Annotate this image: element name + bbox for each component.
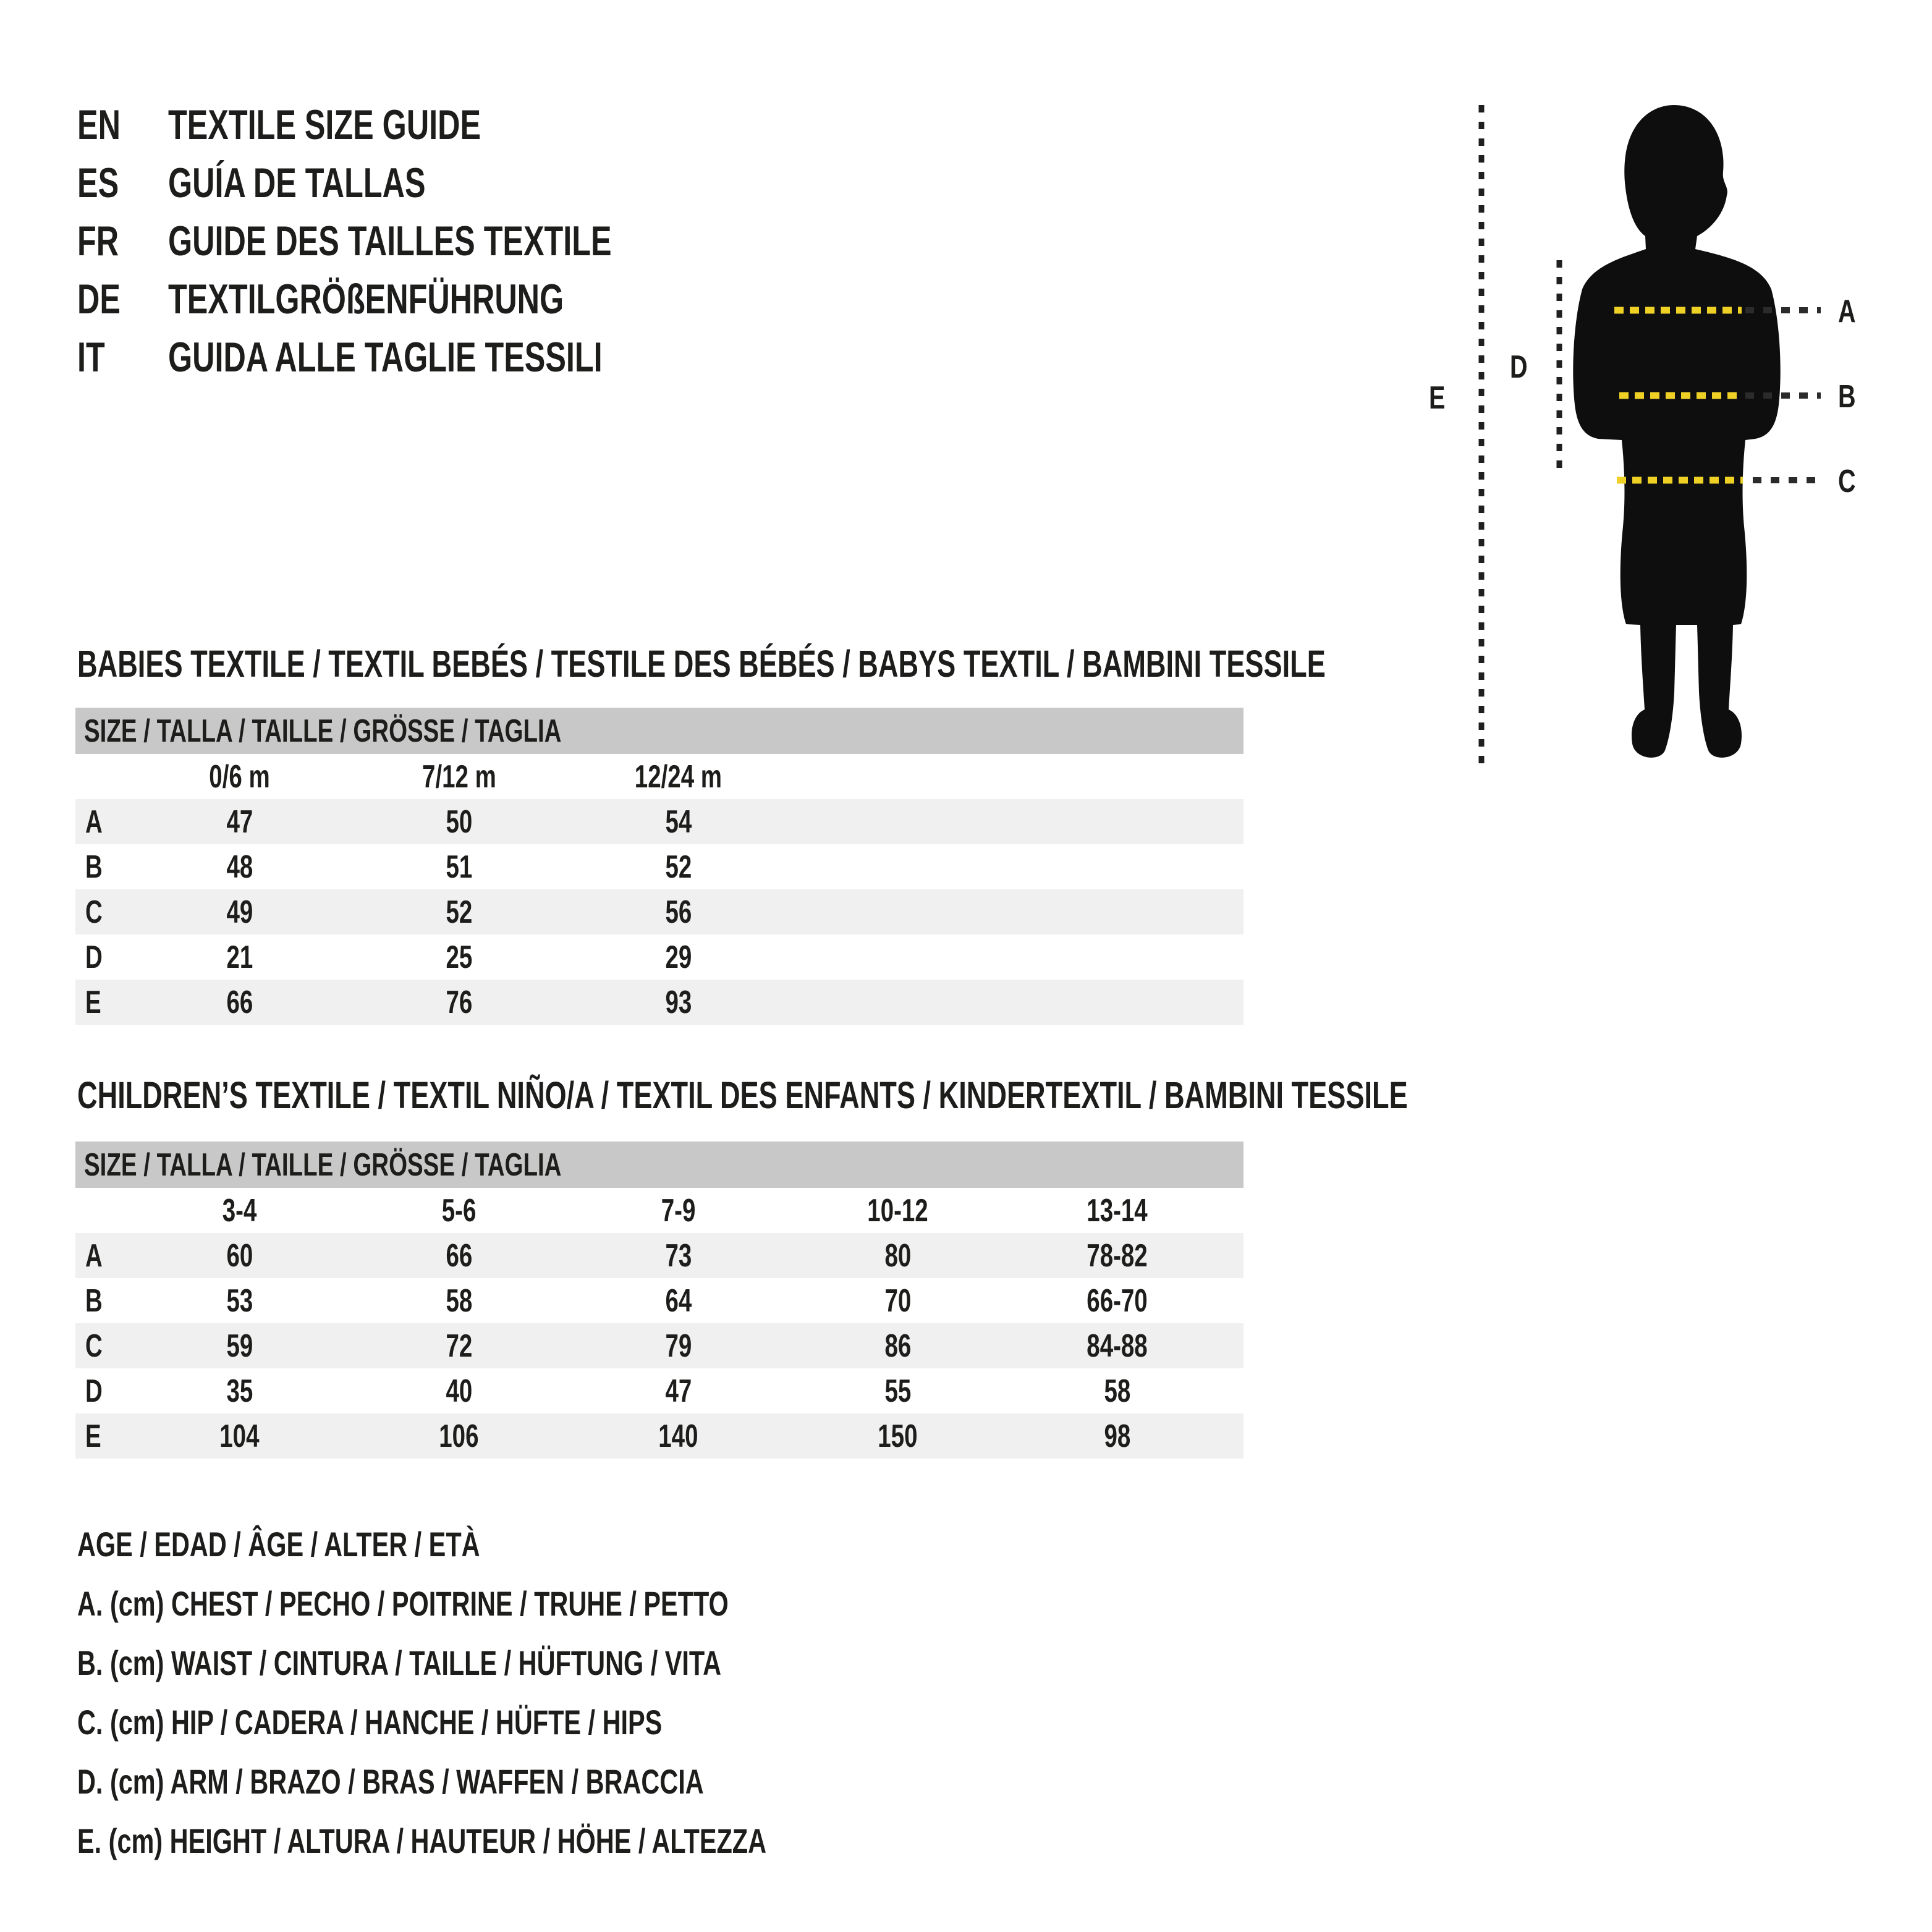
babies-column-header: 12/24 m: [634, 758, 722, 795]
table-value: 21: [226, 939, 253, 975]
table-value: 54: [665, 803, 692, 840]
row-label: E: [85, 1418, 101, 1454]
children-table-row-c: [75, 1323, 1244, 1368]
guide-title-es: GUÍA DE TALLAS: [168, 159, 426, 206]
language-code-es: ES: [77, 159, 119, 206]
legend-line-hip: C. (cm) HIP / CADERA / HANCHE / HÜFTE / HIPS: [77, 1702, 663, 1742]
figure-label-arm-d: D: [1510, 348, 1528, 385]
babies-size-header-bar: SIZE / TALLA / TAILLE / GRÖSSE / TAGLIA: [75, 708, 1244, 754]
language-code-it: IT: [77, 334, 105, 381]
children-table-row-a: [75, 1233, 1244, 1278]
measurement-figure: [1391, 74, 1932, 810]
babies-table-row-b: [75, 844, 1244, 889]
table-value: 47: [665, 1373, 692, 1409]
children-section-heading: CHILDREN’S TEXTILE / TEXTIL NIÑO/A / TEXTIL DES ENFANTS / KINDERTEXTIL / BAMBINI TESSILE: [77, 1074, 1408, 1116]
children-column-header-row: [75, 1188, 1244, 1233]
table-value: 79: [665, 1328, 692, 1364]
table-value: 73: [665, 1237, 692, 1274]
row-label: C: [85, 1328, 103, 1364]
figure-label-chest-a: A: [1838, 292, 1856, 329]
table-value: 64: [665, 1282, 692, 1319]
guide-title-en: TEXTILE SIZE GUIDE: [168, 101, 481, 148]
table-value: 48: [226, 849, 253, 885]
language-row-en: [77, 96, 768, 154]
babies-column-header: 0/6 m: [209, 758, 270, 795]
figure-label-waist-b: B: [1838, 378, 1856, 415]
row-label: B: [85, 1282, 103, 1319]
table-value: 55: [884, 1373, 911, 1409]
legend-line-height: E. (cm) HEIGHT / ALTURA / HAUTEUR / HÖHE / ALTEZZA: [77, 1821, 767, 1860]
table-value: 104: [219, 1418, 260, 1454]
language-row-fr: [77, 212, 768, 270]
legend-line-chest: A. (cm) CHEST / PECHO / POITRINE / TRUHE / PETTO: [77, 1583, 729, 1623]
table-value: 53: [226, 1282, 253, 1319]
guide-title-it: GUIDA ALLE TAGLIE TESSILI: [168, 334, 603, 381]
language-row-de: [77, 270, 768, 328]
row-label: D: [85, 939, 103, 975]
table-value: 80: [884, 1237, 911, 1274]
table-value: 47: [226, 803, 253, 840]
legend-line-arm: D. (cm) ARM / BRAZO / BRAS / WAFFEN / BRACCIA: [77, 1761, 704, 1801]
figure-label-height-e: E: [1429, 379, 1446, 416]
language-code-en: EN: [77, 101, 121, 148]
guide-title-fr: GUIDE DES TAILLES TEXTILE: [168, 218, 612, 265]
table-value: 98: [1104, 1418, 1130, 1454]
babies-column-header: 7/12 m: [422, 758, 496, 795]
table-value: 35: [226, 1373, 253, 1409]
table-value: 86: [884, 1328, 911, 1364]
children-table-row-d: [75, 1368, 1244, 1413]
table-value: 70: [884, 1282, 911, 1319]
table-value: 50: [446, 803, 472, 840]
table-value: 150: [878, 1418, 918, 1454]
table-value: 49: [226, 894, 253, 930]
children-table-row-b: [75, 1278, 1244, 1323]
language-code-fr: FR: [77, 218, 119, 265]
children-column-header: 7-9: [661, 1192, 696, 1229]
table-value: 60: [226, 1237, 253, 1274]
table-value: 56: [665, 894, 692, 930]
table-value: 76: [446, 984, 472, 1020]
figure-label-hip-c: C: [1838, 462, 1856, 499]
babies-table-row-d: [75, 934, 1244, 980]
table-value: 52: [665, 849, 692, 885]
babies-table-row-c: [75, 889, 1244, 934]
table-value: 106: [439, 1418, 479, 1454]
children-size-header-bar: SIZE / TALLA / TAILLE / GRÖSSE / TAGLIA: [75, 1142, 1244, 1188]
table-value: 52: [446, 894, 472, 930]
language-title-list: [77, 96, 768, 386]
row-label: B: [85, 849, 103, 885]
table-value: 78-82: [1087, 1237, 1148, 1274]
children-table-row-e: [75, 1413, 1244, 1459]
table-value: 25: [446, 939, 472, 975]
children-column-header: 3-4: [222, 1192, 257, 1229]
row-label: E: [85, 984, 101, 1020]
language-row-es: [77, 154, 768, 212]
language-code-de: DE: [77, 276, 121, 323]
table-value: 72: [446, 1328, 472, 1364]
row-label: A: [85, 803, 103, 840]
table-value: 84-88: [1087, 1328, 1148, 1364]
table-value: 66-70: [1087, 1282, 1148, 1319]
row-label: A: [85, 1237, 103, 1274]
table-value: 58: [1104, 1373, 1130, 1409]
legend-line-age: AGE / EDAD / ÂGE / ALTER / ETÀ: [77, 1524, 480, 1564]
babies-column-header-row: [75, 754, 1244, 799]
children-column-header: 13-14: [1087, 1192, 1148, 1229]
babies-table-row-e: [75, 980, 1244, 1025]
legend-line-waist: B. (cm) WAIST / CINTURA / TAILLE / HÜFTUNG / VITA: [77, 1643, 722, 1682]
babies-size-table: [75, 708, 1244, 1025]
table-value: 140: [658, 1418, 698, 1454]
guide-title-de: TEXTILGRÖßENFÜHRUNG: [168, 276, 564, 323]
children-column-header: 5-6: [441, 1192, 477, 1229]
table-value: 40: [446, 1373, 472, 1409]
table-value: 58: [446, 1282, 472, 1319]
children-column-header: 10-12: [867, 1192, 928, 1229]
table-value: 29: [665, 939, 692, 975]
table-value: 66: [226, 984, 253, 1020]
table-value: 93: [665, 984, 692, 1020]
table-value: 59: [226, 1328, 253, 1364]
children-size-table: [75, 1142, 1244, 1459]
row-label: D: [85, 1373, 103, 1409]
babies-table-row-a: [75, 799, 1244, 844]
table-value: 66: [446, 1237, 472, 1274]
row-label: C: [85, 894, 103, 930]
table-value: 51: [446, 849, 472, 885]
language-row-it: [77, 328, 768, 386]
measurement-legend: [77, 1514, 1009, 1870]
babies-section-heading: BABIES TEXTILE / TEXTIL BEBÉS / TESTILE DES BÉBÉS / BABYS TEXTIL / BAMBINI TESSILE: [77, 643, 1326, 685]
